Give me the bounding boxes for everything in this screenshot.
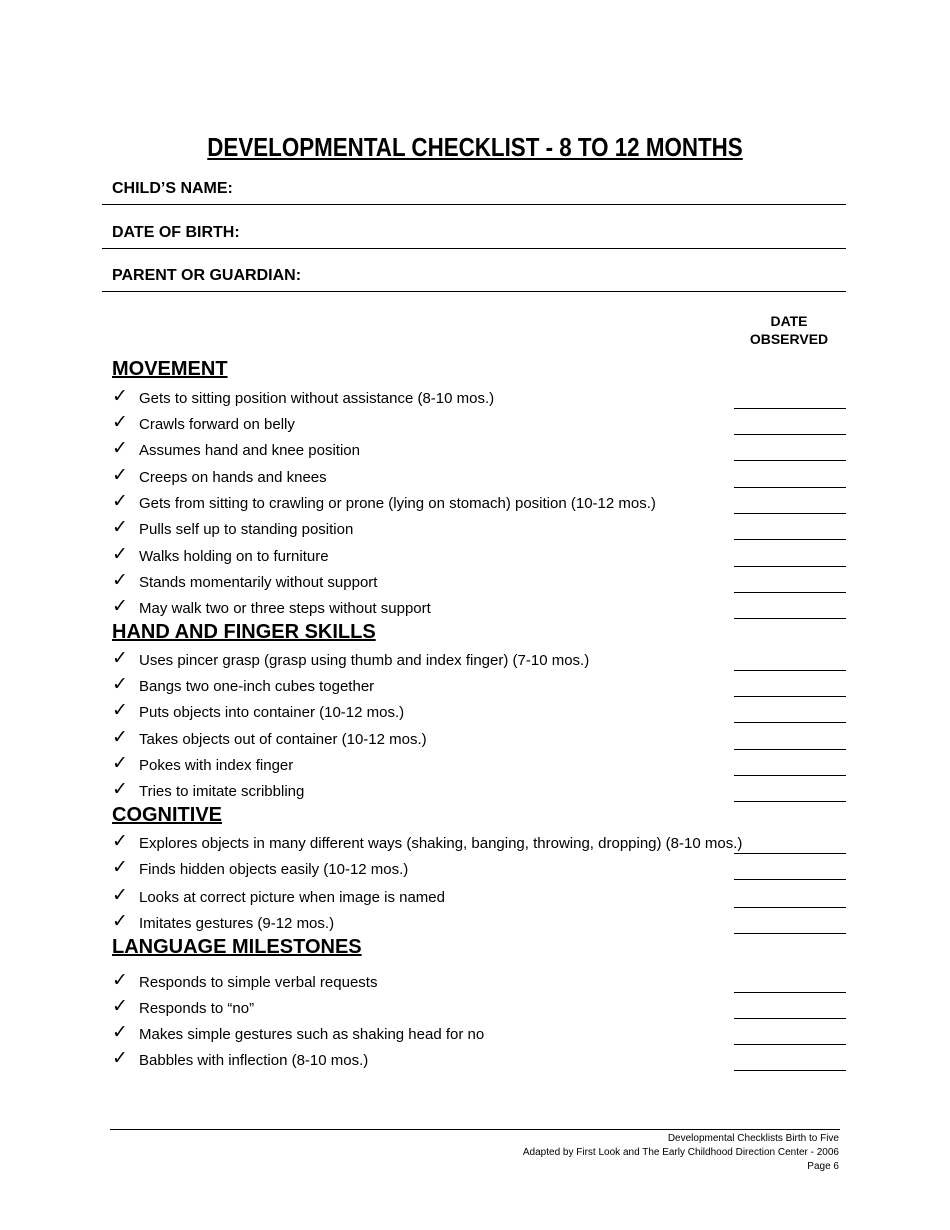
checkmark-icon: ✓ [112, 995, 128, 1017]
date-observed-line[interactable] [734, 1018, 846, 1019]
checklist-item [112, 830, 846, 858]
item-text: Responds to “no” [139, 1000, 255, 1017]
checkmark-icon: ✓ [112, 752, 128, 774]
item-text: Gets to sitting position without assistance (8-10 mos.) [139, 390, 495, 407]
checkmark-icon: ✓ [112, 1047, 128, 1069]
checkmark-icon: ✓ [112, 647, 128, 669]
date-observed-line[interactable] [734, 434, 846, 435]
item-text: Gets from sitting to crawling or prone (lying on stomach) position (10-12 mos.) [139, 495, 656, 512]
date-observed-line[interactable] [734, 749, 846, 750]
checkmark-icon: ✓ [112, 910, 128, 932]
date-observed-line[interactable] [734, 566, 846, 567]
item-text: Imitates gestures (9-12 mos.) [139, 915, 335, 932]
checklist-item [112, 969, 846, 997]
checkmark-icon: ✓ [112, 543, 128, 565]
item-text: Assumes hand and knee position [139, 442, 360, 459]
date-observed-line[interactable] [734, 592, 846, 593]
child-name-label: CHILD’S NAME: [112, 180, 233, 197]
section-title-hand-finger: HAND AND FINGER SKILLS [112, 621, 376, 643]
checklist-item [112, 595, 846, 623]
item-text: May walk two or three steps without support [139, 600, 431, 617]
checklist-item [112, 726, 846, 754]
section-title-language: LANGUAGE MILESTONES [112, 936, 362, 958]
checklist-item [112, 385, 846, 413]
item-text: Walks holding on to furniture [139, 548, 329, 565]
date-observed-line[interactable] [734, 539, 846, 540]
checklist-item [112, 778, 846, 806]
page-title: DEVELOPMENTAL CHECKLIST - 8 TO 12 MONTHS [207, 132, 743, 162]
item-text: Looks at correct picture when image is named [139, 889, 445, 906]
checklist-item [112, 752, 846, 780]
checkmark-icon: ✓ [112, 726, 128, 748]
checklist-item [112, 1047, 846, 1075]
checkmark-icon: ✓ [112, 437, 128, 459]
checklist-item [112, 569, 846, 597]
item-text: Bangs two one-inch cubes together [139, 678, 375, 695]
checkmark-icon: ✓ [112, 884, 128, 906]
checklist-item [112, 856, 846, 884]
date-observed-header [740, 312, 838, 348]
item-text: Finds hidden objects easily (10-12 mos.) [139, 861, 409, 878]
date-observed-line[interactable] [734, 487, 846, 488]
child-name-field[interactable] [102, 180, 846, 205]
parent-guardian-label: PARENT OR GUARDIAN: [112, 267, 302, 284]
checklist-item [112, 1021, 846, 1049]
item-text: Explores objects in many different ways (shaking, banging, throwing, dropping) (8-10 mos.) [139, 835, 743, 852]
checkmark-icon: ✓ [112, 1021, 128, 1043]
date-observed-line[interactable] [734, 801, 846, 802]
checkmark-icon: ✓ [112, 490, 128, 512]
checklist-item [112, 543, 846, 571]
checklist-item [112, 437, 846, 465]
checklist-item [112, 699, 846, 727]
checkmark-icon: ✓ [112, 830, 128, 852]
parent-guardian-field[interactable] [102, 267, 846, 292]
checkmark-icon: ✓ [112, 595, 128, 617]
section-title-cognitive: COGNITIVE [112, 804, 223, 826]
date-observed-line[interactable] [734, 775, 846, 776]
checklist-item [112, 995, 846, 1023]
item-text: Responds to simple verbal requests [139, 974, 378, 991]
date-header-line2: OBSERVED [749, 331, 829, 347]
date-observed-line[interactable] [734, 460, 846, 461]
checklist-item [112, 411, 846, 439]
checkmark-icon: ✓ [112, 385, 128, 407]
date-observed-line[interactable] [734, 853, 846, 854]
item-text: Makes simple gestures such as shaking head for no [139, 1026, 485, 1043]
item-text: Puts objects into container (10-12 mos.) [139, 704, 405, 721]
checklist-item [112, 673, 846, 701]
date-observed-line[interactable] [734, 1070, 846, 1071]
checklist-item [112, 647, 846, 675]
checklist-item [112, 516, 846, 544]
date-observed-line[interactable] [734, 933, 846, 934]
checkmark-icon: ✓ [112, 856, 128, 878]
item-text: Babbles with inflection (8-10 mos.) [139, 1052, 369, 1069]
footer-line-2: Adapted by First Look and The Early Childhood Direction Center - 2006 [522, 1147, 839, 1158]
page-footer [523, 1132, 839, 1174]
item-text: Takes objects out of container (10-12 mos.) [139, 731, 427, 748]
checklist-item [112, 910, 846, 938]
date-observed-line[interactable] [734, 722, 846, 723]
footer-divider [110, 1129, 840, 1130]
checkmark-icon: ✓ [112, 673, 128, 695]
date-header-line1: DATE [770, 313, 808, 329]
item-text: Pokes with index finger [139, 757, 294, 774]
checkmark-icon: ✓ [112, 569, 128, 591]
date-observed-line[interactable] [734, 696, 846, 697]
item-text: Uses pincer grasp (grasp using thumb and index finger) (7-10 mos.) [139, 652, 590, 669]
checkmark-icon: ✓ [112, 516, 128, 538]
footer-line-1: Developmental Checklists Birth to Five [667, 1133, 839, 1144]
date-observed-line[interactable] [734, 992, 846, 993]
checklist-item [112, 884, 846, 912]
item-text: Stands momentarily without support [139, 574, 378, 591]
date-observed-line[interactable] [734, 513, 846, 514]
checkmark-icon: ✓ [112, 464, 128, 486]
checkmark-icon: ✓ [112, 699, 128, 721]
date-observed-line[interactable] [734, 879, 846, 880]
item-text: Tries to imitate scribbling [139, 783, 305, 800]
item-text: Creeps on hands and knees [139, 469, 327, 486]
date-of-birth-field[interactable] [102, 224, 846, 249]
item-text: Pulls self up to standing position [139, 521, 354, 538]
checkmark-icon: ✓ [112, 411, 128, 433]
date-observed-line[interactable] [734, 618, 846, 619]
item-text: Crawls forward on belly [139, 416, 295, 433]
date-observed-line[interactable] [734, 408, 846, 409]
section-title-movement: MOVEMENT [112, 358, 228, 380]
date-observed-line[interactable] [734, 670, 846, 671]
checkmark-icon: ✓ [112, 969, 128, 991]
date-observed-line[interactable] [734, 907, 846, 908]
checklist-item [112, 464, 846, 492]
date-of-birth-label: DATE OF BIRTH: [112, 224, 240, 241]
date-observed-line[interactable] [734, 1044, 846, 1045]
checkmark-icon: ✓ [112, 778, 128, 800]
footer-page-number: Page 6 [807, 1161, 839, 1172]
checklist-item [112, 490, 846, 518]
